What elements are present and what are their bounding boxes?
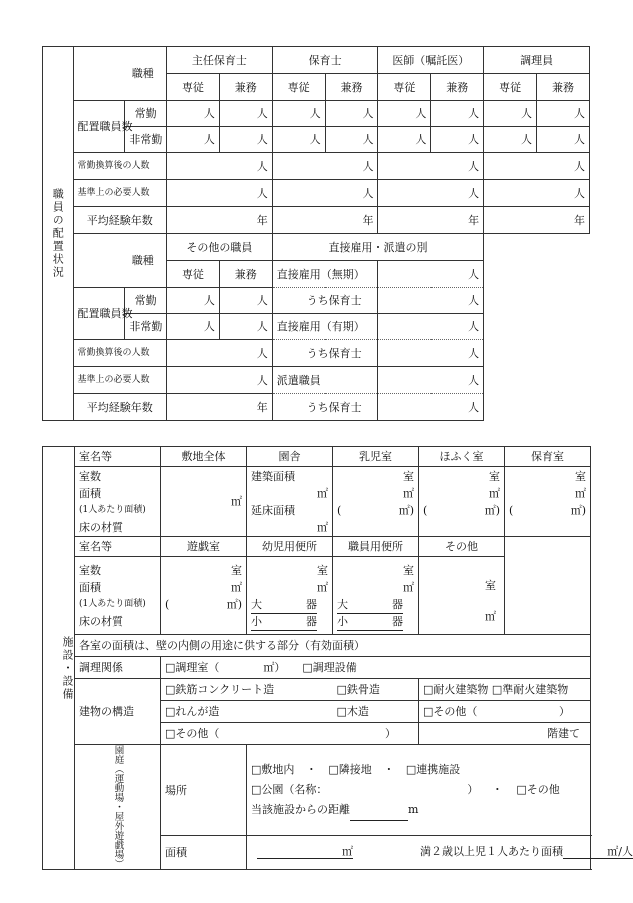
col-header: 乳児室 bbox=[333, 447, 419, 467]
of-which-nursery-label: うち保育士 bbox=[272, 288, 378, 314]
distance-unit: m bbox=[408, 803, 419, 817]
fixture-unit: 器 bbox=[306, 614, 317, 628]
count-cell[interactable]: 人 bbox=[219, 314, 272, 340]
open-paren: ( bbox=[337, 503, 342, 517]
fixture-unit: 器 bbox=[392, 614, 403, 628]
room-unit: 室 bbox=[403, 469, 414, 483]
regular-label: 常勤 bbox=[125, 288, 167, 314]
small-label: 小 bbox=[251, 614, 262, 628]
wood-checkbox[interactable]: □木造 bbox=[333, 701, 419, 723]
crawling-room-cell[interactable] bbox=[419, 467, 505, 537]
m2-unit: ㎡ bbox=[231, 580, 242, 594]
per-child-label: 満２歳以上児１人あたり面積 bbox=[420, 845, 563, 859]
job-type-header: 職種 bbox=[73, 234, 167, 288]
large-label: 大 bbox=[337, 597, 348, 611]
count-cell[interactable]: 人 bbox=[167, 288, 220, 314]
on-site-checkbox[interactable]: □敷地内 bbox=[251, 763, 295, 777]
full-time-header: 専従 bbox=[167, 261, 220, 288]
count-cell[interactable]: 人 bbox=[378, 101, 431, 127]
m2-unit: ㎡ bbox=[489, 486, 500, 500]
rc-checkbox[interactable]: □鉄筋コンクリート造 bbox=[161, 679, 333, 701]
count-cell[interactable]: 人 bbox=[378, 127, 431, 153]
cooking-room-checkbox[interactable]: □調理室（ bbox=[165, 661, 220, 674]
other-room-cell[interactable] bbox=[419, 557, 505, 635]
non-regular-label: 非常勤 bbox=[125, 314, 167, 340]
assigned-count-label: 配置職員数 bbox=[73, 288, 125, 340]
count-cell[interactable]: 人 bbox=[272, 101, 325, 127]
role-header: 保育士 bbox=[272, 47, 378, 74]
other-staff-header: その他の職員 bbox=[167, 234, 273, 261]
count-cell[interactable]: 人 bbox=[219, 288, 272, 314]
col-header: 幼児用便所 bbox=[247, 537, 333, 557]
m2-unit: ㎡ bbox=[403, 486, 414, 500]
fte-cell[interactable]: 人 bbox=[378, 153, 484, 180]
fte-cell[interactable]: 人 bbox=[167, 340, 273, 367]
per-person-label: (1人あたり面積) bbox=[79, 504, 146, 515]
large-label: 大 bbox=[251, 597, 262, 611]
playground-area-label: 面積 bbox=[161, 836, 247, 869]
room-unit: 室 bbox=[485, 578, 496, 592]
park-close: ） bbox=[467, 783, 479, 797]
per-person-label: (1人あたり面積) bbox=[79, 598, 146, 609]
fte-label: 常勤換算後の人数 bbox=[73, 153, 167, 180]
paren-m2: ㎡) bbox=[398, 503, 414, 517]
cooking-equipment-checkbox[interactable]: □調理設備 bbox=[302, 661, 357, 674]
years-cell[interactable]: 年 bbox=[272, 207, 378, 234]
part-time-header: 兼務 bbox=[219, 261, 272, 288]
dispatched-cell[interactable]: 人 bbox=[378, 367, 484, 394]
m2-unit: ㎡ bbox=[575, 486, 586, 500]
building-cell[interactable] bbox=[247, 467, 333, 537]
floor-label: 床の材質 bbox=[79, 520, 123, 534]
part-time-header: 兼務 bbox=[537, 74, 590, 101]
fte-label: 常勤換算後の人数 bbox=[73, 340, 167, 367]
facility-section-label: 施設・設備 bbox=[43, 447, 75, 870]
direct-indefinite-label: 直接雇用（無期） bbox=[272, 261, 378, 288]
other-location-checkbox[interactable]: □その他 bbox=[516, 783, 560, 797]
distance-label: 当該施設からの距離 bbox=[251, 803, 350, 817]
count-cell[interactable]: 人 bbox=[537, 101, 590, 127]
park-checkbox[interactable]: □公園（名称： bbox=[251, 783, 328, 797]
required-cell[interactable]: 人 bbox=[378, 180, 484, 207]
room-unit: 室 bbox=[231, 563, 242, 577]
stories-cell[interactable]: 階建て bbox=[419, 723, 591, 745]
facility-table bbox=[42, 446, 633, 870]
required-label: 基準上の必要人数 bbox=[73, 367, 167, 394]
role-header: 主任保育士 bbox=[167, 47, 273, 74]
paren-m2: ㎡) bbox=[570, 503, 586, 517]
fixture-unit: 器 bbox=[306, 597, 317, 611]
count-cell[interactable]: 人 bbox=[537, 127, 590, 153]
col-header: 遊戯室 bbox=[161, 537, 247, 557]
required-cell[interactable]: 人 bbox=[272, 180, 378, 207]
non-regular-label: 非常勤 bbox=[125, 127, 167, 153]
row-labels bbox=[75, 557, 161, 635]
playroom-cell[interactable] bbox=[161, 557, 247, 635]
part-time-header: 兼務 bbox=[431, 74, 484, 101]
room-unit: 室 bbox=[403, 563, 414, 577]
m2-unit: ㎡ bbox=[342, 845, 353, 859]
of-which-nursery-cell[interactable]: 人 bbox=[378, 340, 484, 367]
floor-area-label: 延床面積 bbox=[251, 503, 295, 517]
location-label: 場所 bbox=[161, 745, 247, 836]
required-cell[interactable]: 人 bbox=[167, 367, 273, 394]
room-unit: 室 bbox=[489, 469, 500, 483]
room-count-label: 室数 bbox=[79, 563, 101, 577]
other-structure-cell bbox=[419, 701, 591, 723]
per-child-input[interactable] bbox=[563, 845, 633, 859]
dispatched-label: 派遣職員 bbox=[272, 367, 378, 394]
col-header: 敷地全体 bbox=[161, 447, 247, 467]
count-cell[interactable]: 人 bbox=[219, 127, 272, 153]
staff-table bbox=[42, 46, 590, 421]
fixture-unit: 器 bbox=[392, 597, 403, 611]
row-labels bbox=[75, 467, 161, 537]
structure-label: 建物の構造 bbox=[75, 679, 161, 745]
col-header: 職員用便所 bbox=[333, 537, 419, 557]
m2-unit: ㎡ bbox=[317, 486, 328, 500]
assigned-count-label: 配置職員数 bbox=[73, 101, 125, 153]
cooking-label: 調理関係 bbox=[75, 657, 161, 679]
count-cell[interactable]: 人 bbox=[167, 127, 220, 153]
of-which-nursery-cell[interactable]: 人 bbox=[378, 288, 484, 314]
separator-dot: ・ bbox=[383, 763, 395, 777]
years-cell[interactable]: 年 bbox=[378, 207, 484, 234]
open-paren: ( bbox=[509, 503, 514, 517]
required-cell[interactable]: 人 bbox=[484, 180, 590, 207]
job-type-header: 職種 bbox=[73, 47, 167, 101]
other-structure-checkbox[interactable]: □その他（ bbox=[423, 705, 478, 718]
col-header: 保育室 bbox=[505, 447, 591, 467]
building-area-label: 建築面積 bbox=[251, 469, 295, 483]
playground-area-input[interactable] bbox=[257, 845, 353, 859]
other-material-checkbox[interactable]: □その他（ bbox=[165, 727, 220, 740]
avg-years-label: 平均経験年数 bbox=[73, 394, 167, 421]
role-header: 医師（嘱託医） bbox=[378, 47, 484, 74]
other-close: ） bbox=[385, 727, 396, 740]
col-header: その他 bbox=[419, 537, 505, 557]
steel-checkbox[interactable]: □鉄骨造 bbox=[333, 679, 419, 701]
of-which-nursery-label: うち保育士 bbox=[272, 340, 378, 367]
employment-type-header: 直接雇用・派遣の別 bbox=[272, 234, 483, 261]
room-name-header: 室名等 bbox=[75, 537, 161, 557]
infant-room-cell[interactable] bbox=[333, 467, 419, 537]
open-paren: ( bbox=[165, 597, 170, 611]
full-time-header: 専従 bbox=[167, 74, 220, 101]
other-material-cell bbox=[161, 723, 419, 745]
fireproof-options bbox=[419, 679, 591, 701]
of-which-nursery-label: うち保育士 bbox=[272, 394, 378, 421]
playground-section-label: 園庭（運動場・屋外遊戯場） bbox=[75, 745, 161, 870]
linked-checkbox[interactable]: □連携施設 bbox=[405, 763, 461, 777]
col-header: 園舎 bbox=[247, 447, 333, 467]
room-count-label: 室数 bbox=[79, 469, 101, 483]
direct-fixed-label: 直接雇用（有期） bbox=[272, 314, 378, 340]
count-cell[interactable]: 人 bbox=[431, 101, 484, 127]
m2-unit: ㎡ bbox=[485, 609, 496, 623]
per-person-unit: ㎡/人 bbox=[607, 845, 633, 859]
area-note: 各室の面積は、壁の内側の用途に供する部分（有効面積） bbox=[75, 635, 591, 657]
m2-unit: ㎡ bbox=[403, 580, 414, 594]
part-time-header: 兼務 bbox=[219, 74, 272, 101]
count-cell[interactable]: 人 bbox=[325, 127, 378, 153]
room-unit: 室 bbox=[317, 563, 328, 577]
full-time-header: 専従 bbox=[484, 74, 537, 101]
full-time-header: 専従 bbox=[272, 74, 325, 101]
role-header: 調理員 bbox=[484, 47, 590, 74]
direct-indefinite-cell[interactable]: 人 bbox=[378, 261, 484, 288]
full-time-header: 専従 bbox=[378, 74, 431, 101]
count-cell[interactable]: 人 bbox=[431, 127, 484, 153]
avg-years-label: 平均経験年数 bbox=[73, 207, 167, 234]
direct-fixed-cell[interactable]: 人 bbox=[378, 314, 484, 340]
of-which-nursery-cell[interactable]: 人 bbox=[378, 394, 484, 421]
semi-fireproof-checkbox[interactable]: □準耐火建築物 bbox=[491, 683, 569, 696]
adjacent-checkbox[interactable]: □隣接地 bbox=[328, 763, 372, 777]
required-cell[interactable]: 人 bbox=[167, 180, 273, 207]
fte-cell[interactable]: 人 bbox=[272, 153, 378, 180]
count-cell[interactable]: 人 bbox=[272, 127, 325, 153]
location-options bbox=[247, 745, 591, 836]
playground-area-row bbox=[247, 836, 633, 869]
paren-m2: ㎡) bbox=[226, 597, 242, 611]
separator-dot: ・ bbox=[305, 763, 317, 777]
fte-cell[interactable]: 人 bbox=[484, 153, 590, 180]
count-cell[interactable]: 人 bbox=[484, 101, 537, 127]
nursery-room-cell[interactable] bbox=[505, 467, 591, 537]
years-cell[interactable]: 年 bbox=[167, 207, 273, 234]
other-close: ） bbox=[559, 705, 570, 718]
separator-dot: ・ bbox=[491, 783, 503, 797]
staff-section-label: 職員の配置状況 bbox=[43, 47, 74, 421]
child-toilet-cell[interactable] bbox=[247, 557, 333, 635]
fireproof-checkbox[interactable]: □耐火建築物 bbox=[423, 683, 489, 696]
m2-unit: ㎡ bbox=[231, 495, 242, 508]
col-header: ほふく室 bbox=[419, 447, 505, 467]
paren-m2: ㎡) bbox=[484, 503, 500, 517]
count-cell[interactable]: 人 bbox=[484, 127, 537, 153]
staff-toilet-cell[interactable] bbox=[333, 557, 419, 635]
required-label: 基準上の必要人数 bbox=[73, 180, 167, 207]
site-area-cell[interactable] bbox=[161, 467, 247, 537]
m2-unit: ㎡ bbox=[317, 520, 328, 534]
area-label: 面積 bbox=[79, 580, 101, 594]
years-cell[interactable]: 年 bbox=[484, 207, 590, 234]
count-cell[interactable]: 人 bbox=[219, 101, 272, 127]
count-cell[interactable]: 人 bbox=[325, 101, 378, 127]
brick-checkbox[interactable]: □れんが造 bbox=[161, 701, 333, 723]
regular-label: 常勤 bbox=[125, 101, 167, 127]
part-time-header: 兼務 bbox=[325, 74, 378, 101]
open-paren: ( bbox=[423, 503, 428, 517]
room-name-header: 室名等 bbox=[75, 447, 161, 467]
cooking-room-close: ㎡） bbox=[263, 661, 286, 674]
small-label: 小 bbox=[337, 614, 348, 628]
cooking-options bbox=[161, 657, 591, 679]
fte-cell[interactable]: 人 bbox=[167, 153, 273, 180]
distance-input[interactable] bbox=[350, 800, 408, 821]
years-cell[interactable]: 年 bbox=[167, 394, 273, 421]
room-unit: 室 bbox=[575, 469, 586, 483]
area-label: 面積 bbox=[79, 486, 101, 500]
floor-label: 床の材質 bbox=[79, 614, 123, 628]
count-cell[interactable]: 人 bbox=[167, 314, 220, 340]
count-cell[interactable]: 人 bbox=[167, 101, 220, 127]
m2-unit: ㎡ bbox=[317, 580, 328, 594]
